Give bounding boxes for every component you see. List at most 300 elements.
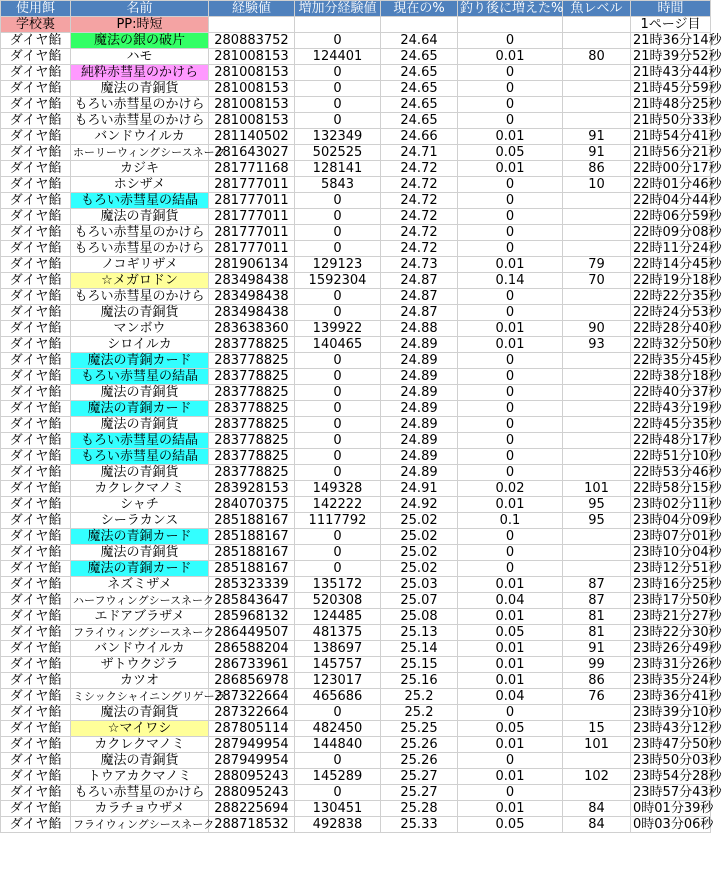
time-cell[interactable]: 22時09分08秒 <box>631 225 711 241</box>
name-cell[interactable]: フライウィングシースネーク <box>71 817 209 833</box>
inc-cell[interactable]: 0 <box>458 385 563 401</box>
time-cell[interactable]: 22時48分17秒 <box>631 433 711 449</box>
pct-cell[interactable]: 25.26 <box>381 737 458 753</box>
exp-cell[interactable]: 284070375 <box>209 497 295 513</box>
level-cell[interactable] <box>563 369 631 385</box>
gain-cell[interactable]: 0 <box>295 369 381 385</box>
level-cell[interactable] <box>563 241 631 257</box>
time-cell[interactable]: 22時19分18秒 <box>631 273 711 289</box>
bait-cell[interactable]: ダイヤ餡 <box>1 49 71 65</box>
header-cell-inc[interactable]: 釣り後に増えた% <box>458 1 563 17</box>
level-cell[interactable] <box>563 401 631 417</box>
gain-cell[interactable]: 142222 <box>295 497 381 513</box>
inc-cell[interactable]: 0.02 <box>458 481 563 497</box>
level-cell[interactable] <box>563 417 631 433</box>
bait-cell[interactable]: ダイヤ餡 <box>1 209 71 225</box>
inc-cell[interactable]: 0 <box>458 65 563 81</box>
bait-cell[interactable]: ダイヤ餡 <box>1 721 71 737</box>
pct-cell[interactable]: 25.27 <box>381 785 458 801</box>
level-cell[interactable]: 95 <box>563 513 631 529</box>
gain-cell[interactable]: 0 <box>295 417 381 433</box>
pct-cell[interactable]: 24.89 <box>381 385 458 401</box>
time-cell[interactable]: 21時54分41秒 <box>631 129 711 145</box>
name-cell[interactable]: ハモ <box>71 49 209 65</box>
name-cell[interactable]: ☆メガロドン <box>71 273 209 289</box>
exp-cell[interactable]: 281906134 <box>209 257 295 273</box>
time-cell[interactable]: 23時57分43秒 <box>631 785 711 801</box>
bait-cell[interactable]: ダイヤ餡 <box>1 529 71 545</box>
level-cell[interactable]: 101 <box>563 737 631 753</box>
inc-cell[interactable]: 0 <box>458 33 563 49</box>
gain-cell[interactable]: 140465 <box>295 337 381 353</box>
name-cell[interactable]: エドアブラザメ <box>71 609 209 625</box>
bait-cell[interactable]: ダイヤ餡 <box>1 433 71 449</box>
gain-cell[interactable]: 0 <box>295 289 381 305</box>
gain-cell[interactable]: 0 <box>295 353 381 369</box>
time-cell[interactable]: 0時03分06秒 <box>631 817 711 833</box>
name-cell[interactable]: シロイルカ <box>71 337 209 353</box>
gain-cell[interactable]: 0 <box>295 97 381 113</box>
inc-cell[interactable]: 0.04 <box>458 593 563 609</box>
level-cell[interactable]: 91 <box>563 129 631 145</box>
pp-cell[interactable]: PP:時短 <box>71 17 209 33</box>
gain-cell[interactable]: 5843 <box>295 177 381 193</box>
level-cell[interactable] <box>563 705 631 721</box>
header-cell-gain[interactable]: 増加分経験値 <box>295 1 381 17</box>
level-cell[interactable]: 70 <box>563 273 631 289</box>
pct-cell[interactable]: 24.87 <box>381 289 458 305</box>
level-cell[interactable]: 81 <box>563 625 631 641</box>
bait-cell[interactable]: ダイヤ餡 <box>1 609 71 625</box>
level-cell[interactable] <box>563 305 631 321</box>
name-cell[interactable]: 魔法の青銅貨 <box>71 465 209 481</box>
pct-cell[interactable]: 25.02 <box>381 513 458 529</box>
bait-cell[interactable]: ダイヤ餡 <box>1 657 71 673</box>
level-cell[interactable] <box>563 33 631 49</box>
time-cell[interactable]: 21時43分44秒 <box>631 65 711 81</box>
inc-cell[interactable]: 0 <box>458 785 563 801</box>
exp-cell[interactable]: 287949954 <box>209 737 295 753</box>
pct-cell[interactable]: 24.65 <box>381 81 458 97</box>
level-cell[interactable] <box>563 465 631 481</box>
inc-cell[interactable]: 0 <box>458 561 563 577</box>
pct-cell[interactable]: 24.65 <box>381 49 458 65</box>
gain-cell[interactable]: 0 <box>295 209 381 225</box>
exp-cell[interactable]: 287805114 <box>209 721 295 737</box>
exp-cell[interactable]: 283778825 <box>209 337 295 353</box>
pct-cell[interactable]: 24.89 <box>381 449 458 465</box>
bait-cell[interactable]: ダイヤ餡 <box>1 401 71 417</box>
header-cell-time[interactable]: 時間 <box>631 1 711 17</box>
time-cell[interactable]: 0時01分39秒 <box>631 801 711 817</box>
exp-cell[interactable]: 287949954 <box>209 753 295 769</box>
empty-cell[interactable] <box>381 17 458 33</box>
time-cell[interactable]: 23時16分25秒 <box>631 577 711 593</box>
level-cell[interactable] <box>563 433 631 449</box>
pct-cell[interactable]: 24.64 <box>381 33 458 49</box>
time-cell[interactable]: 23時26分49秒 <box>631 641 711 657</box>
time-cell[interactable]: 21時48分25秒 <box>631 97 711 113</box>
time-cell[interactable]: 22時00分17秒 <box>631 161 711 177</box>
exp-cell[interactable]: 283778825 <box>209 385 295 401</box>
name-cell[interactable]: もろい赤彗星の結晶 <box>71 193 209 209</box>
gain-cell[interactable]: 0 <box>295 401 381 417</box>
name-cell[interactable]: バンドウイルカ <box>71 641 209 657</box>
level-cell[interactable] <box>563 209 631 225</box>
gain-cell[interactable]: 0 <box>295 65 381 81</box>
name-cell[interactable]: 魔法の銀の破片 <box>71 33 209 49</box>
pct-cell[interactable]: 25.02 <box>381 545 458 561</box>
gain-cell[interactable]: 145289 <box>295 769 381 785</box>
inc-cell[interactable]: 0 <box>458 225 563 241</box>
inc-cell[interactable]: 0.14 <box>458 273 563 289</box>
pct-cell[interactable]: 24.72 <box>381 161 458 177</box>
inc-cell[interactable]: 0.05 <box>458 625 563 641</box>
time-cell[interactable]: 22時32分50秒 <box>631 337 711 353</box>
level-cell[interactable] <box>563 225 631 241</box>
time-cell[interactable]: 23時17分50秒 <box>631 593 711 609</box>
name-cell[interactable]: ハーフウィングシースネーク <box>71 593 209 609</box>
bait-cell[interactable]: ダイヤ餡 <box>1 801 71 817</box>
bait-cell[interactable]: ダイヤ餡 <box>1 417 71 433</box>
exp-cell[interactable]: 281777011 <box>209 241 295 257</box>
pct-cell[interactable]: 25.13 <box>381 625 458 641</box>
level-cell[interactable]: 87 <box>563 577 631 593</box>
bait-cell[interactable]: ダイヤ餡 <box>1 465 71 481</box>
gain-cell[interactable]: 0 <box>295 705 381 721</box>
exp-cell[interactable]: 283778825 <box>209 353 295 369</box>
exp-cell[interactable]: 283498438 <box>209 273 295 289</box>
bait-cell[interactable]: ダイヤ餡 <box>1 673 71 689</box>
level-cell[interactable]: 86 <box>563 673 631 689</box>
time-cell[interactable]: 23時04分09秒 <box>631 513 711 529</box>
pct-cell[interactable]: 25.02 <box>381 561 458 577</box>
gain-cell[interactable]: 135172 <box>295 577 381 593</box>
time-cell[interactable]: 23時10分04秒 <box>631 545 711 561</box>
bait-cell[interactable]: ダイヤ餡 <box>1 273 71 289</box>
inc-cell[interactable]: 0 <box>458 433 563 449</box>
name-cell[interactable]: ☆マイワシ <box>71 721 209 737</box>
bait-cell[interactable]: ダイヤ餡 <box>1 129 71 145</box>
pct-cell[interactable]: 25.14 <box>381 641 458 657</box>
name-cell[interactable]: 純粋赤彗星のかけら <box>71 65 209 81</box>
pct-cell[interactable]: 25.26 <box>381 753 458 769</box>
gain-cell[interactable]: 0 <box>295 753 381 769</box>
inc-cell[interactable]: 0.01 <box>458 769 563 785</box>
name-cell[interactable]: カクレクマノミ <box>71 737 209 753</box>
time-cell[interactable]: 23時36分41秒 <box>631 689 711 705</box>
gain-cell[interactable]: 0 <box>295 785 381 801</box>
exp-cell[interactable]: 285188167 <box>209 545 295 561</box>
exp-cell[interactable]: 281008153 <box>209 49 295 65</box>
bait-cell[interactable]: ダイヤ餡 <box>1 449 71 465</box>
time-cell[interactable]: 23時50分03秒 <box>631 753 711 769</box>
exp-cell[interactable]: 286588204 <box>209 641 295 657</box>
level-cell[interactable] <box>563 353 631 369</box>
bait-cell[interactable]: ダイヤ餡 <box>1 305 71 321</box>
gain-cell[interactable]: 124401 <box>295 49 381 65</box>
time-cell[interactable]: 21時36分14秒 <box>631 33 711 49</box>
name-cell[interactable]: ホーリーウィングシースネーク <box>71 145 209 161</box>
gain-cell[interactable]: 0 <box>295 433 381 449</box>
level-cell[interactable]: 102 <box>563 769 631 785</box>
gain-cell[interactable]: 123017 <box>295 673 381 689</box>
pct-cell[interactable]: 24.72 <box>381 177 458 193</box>
level-cell[interactable]: 90 <box>563 321 631 337</box>
exp-cell[interactable]: 281008153 <box>209 113 295 129</box>
bait-cell[interactable]: ダイヤ餡 <box>1 177 71 193</box>
pct-cell[interactable]: 25.03 <box>381 577 458 593</box>
inc-cell[interactable]: 0.01 <box>458 161 563 177</box>
inc-cell[interactable]: 0.01 <box>458 321 563 337</box>
inc-cell[interactable]: 0 <box>458 401 563 417</box>
bait-cell[interactable]: ダイヤ餡 <box>1 289 71 305</box>
pct-cell[interactable]: 24.72 <box>381 225 458 241</box>
time-cell[interactable]: 23時12分51秒 <box>631 561 711 577</box>
bait-cell[interactable]: ダイヤ餡 <box>1 353 71 369</box>
empty-cell[interactable] <box>458 17 563 33</box>
inc-cell[interactable]: 0 <box>458 369 563 385</box>
gain-cell[interactable]: 0 <box>295 225 381 241</box>
bait-cell[interactable]: ダイヤ餡 <box>1 625 71 641</box>
name-cell[interactable]: フライウィングシースネーク <box>71 625 209 641</box>
inc-cell[interactable]: 0 <box>458 305 563 321</box>
level-cell[interactable] <box>563 97 631 113</box>
gain-cell[interactable]: 129123 <box>295 257 381 273</box>
exp-cell[interactable]: 281777011 <box>209 209 295 225</box>
bait-cell[interactable]: ダイヤ餡 <box>1 513 71 529</box>
bait-cell[interactable]: ダイヤ餡 <box>1 257 71 273</box>
exp-cell[interactable]: 288718532 <box>209 817 295 833</box>
gain-cell[interactable]: 0 <box>295 465 381 481</box>
exp-cell[interactable]: 286449507 <box>209 625 295 641</box>
name-cell[interactable]: 魔法の青銅貨 <box>71 545 209 561</box>
name-cell[interactable]: 魔法の青銅カード <box>71 401 209 417</box>
pct-cell[interactable]: 24.66 <box>381 129 458 145</box>
bait-cell[interactable]: ダイヤ餡 <box>1 321 71 337</box>
bait-cell[interactable]: ダイヤ餡 <box>1 241 71 257</box>
gain-cell[interactable]: 149328 <box>295 481 381 497</box>
inc-cell[interactable]: 0 <box>458 209 563 225</box>
name-cell[interactable]: カジキ <box>71 161 209 177</box>
pct-cell[interactable]: 25.27 <box>381 769 458 785</box>
pct-cell[interactable]: 24.89 <box>381 401 458 417</box>
gain-cell[interactable]: 132349 <box>295 129 381 145</box>
name-cell[interactable]: ネズミザメ <box>71 577 209 593</box>
pct-cell[interactable]: 24.87 <box>381 305 458 321</box>
pct-cell[interactable]: 25.25 <box>381 721 458 737</box>
inc-cell[interactable]: 0.01 <box>458 337 563 353</box>
time-cell[interactable]: 23時22分30秒 <box>631 625 711 641</box>
bait-cell[interactable]: ダイヤ餡 <box>1 689 71 705</box>
exp-cell[interactable]: 283778825 <box>209 465 295 481</box>
name-cell[interactable]: ホシザメ <box>71 177 209 193</box>
inc-cell[interactable]: 0.01 <box>458 657 563 673</box>
time-cell[interactable]: 23時21分27秒 <box>631 609 711 625</box>
bait-cell[interactable]: ダイヤ餡 <box>1 337 71 353</box>
name-cell[interactable]: 魔法の青銅貨 <box>71 753 209 769</box>
inc-cell[interactable]: 0 <box>458 529 563 545</box>
bait-cell[interactable]: ダイヤ餡 <box>1 33 71 49</box>
pct-cell[interactable]: 25.15 <box>381 657 458 673</box>
time-cell[interactable]: 22時14分45秒 <box>631 257 711 273</box>
gain-cell[interactable]: 465686 <box>295 689 381 705</box>
exp-cell[interactable]: 285188167 <box>209 561 295 577</box>
exp-cell[interactable]: 286856978 <box>209 673 295 689</box>
level-cell[interactable]: 95 <box>563 497 631 513</box>
inc-cell[interactable]: 0 <box>458 177 563 193</box>
pct-cell[interactable]: 25.33 <box>381 817 458 833</box>
pct-cell[interactable]: 24.89 <box>381 465 458 481</box>
time-cell[interactable]: 22時53分46秒 <box>631 465 711 481</box>
name-cell[interactable]: 魔法の青銅貨 <box>71 417 209 433</box>
time-cell[interactable]: 23時54分28秒 <box>631 769 711 785</box>
time-cell[interactable]: 22時40分37秒 <box>631 385 711 401</box>
name-cell[interactable]: カツオ <box>71 673 209 689</box>
exp-cell[interactable]: 283778825 <box>209 449 295 465</box>
gain-cell[interactable]: 482450 <box>295 721 381 737</box>
bait-cell[interactable]: ダイヤ餡 <box>1 113 71 129</box>
name-cell[interactable]: バンドウイルカ <box>71 129 209 145</box>
gain-cell[interactable]: 0 <box>295 305 381 321</box>
pct-cell[interactable]: 25.2 <box>381 689 458 705</box>
level-cell[interactable]: 10 <box>563 177 631 193</box>
bait-cell[interactable]: ダイヤ餡 <box>1 769 71 785</box>
name-cell[interactable]: もろい赤彗星のかけら <box>71 225 209 241</box>
time-cell[interactable]: 23時47分50秒 <box>631 737 711 753</box>
exp-cell[interactable]: 281771168 <box>209 161 295 177</box>
exp-cell[interactable]: 288225694 <box>209 801 295 817</box>
name-cell[interactable]: シャチ <box>71 497 209 513</box>
bait-cell[interactable]: ダイヤ餡 <box>1 97 71 113</box>
level-cell[interactable] <box>563 545 631 561</box>
name-cell[interactable]: もろい赤彗星のかけら <box>71 241 209 257</box>
exp-cell[interactable]: 285188167 <box>209 529 295 545</box>
inc-cell[interactable]: 0.01 <box>458 673 563 689</box>
gain-cell[interactable]: 0 <box>295 449 381 465</box>
exp-cell[interactable]: 285843647 <box>209 593 295 609</box>
time-cell[interactable]: 23時31分26秒 <box>631 657 711 673</box>
header-cell-bait[interactable]: 使用餌 <box>1 1 71 17</box>
level-cell[interactable] <box>563 753 631 769</box>
pct-cell[interactable]: 25.07 <box>381 593 458 609</box>
level-cell[interactable] <box>563 289 631 305</box>
time-cell[interactable]: 22時28分40秒 <box>631 321 711 337</box>
inc-cell[interactable]: 0 <box>458 241 563 257</box>
pct-cell[interactable]: 24.65 <box>381 97 458 113</box>
inc-cell[interactable]: 0.01 <box>458 49 563 65</box>
time-cell[interactable]: 23時02分11秒 <box>631 497 711 513</box>
gain-cell[interactable]: 520308 <box>295 593 381 609</box>
pct-cell[interactable]: 24.89 <box>381 369 458 385</box>
level-cell[interactable]: 86 <box>563 161 631 177</box>
exp-cell[interactable]: 280883752 <box>209 33 295 49</box>
pct-cell[interactable]: 25.02 <box>381 529 458 545</box>
pct-cell[interactable]: 24.89 <box>381 353 458 369</box>
name-cell[interactable]: ザトウクジラ <box>71 657 209 673</box>
time-cell[interactable]: 23時39分10秒 <box>631 705 711 721</box>
inc-cell[interactable]: 0 <box>458 81 563 97</box>
exp-cell[interactable]: 281008153 <box>209 65 295 81</box>
exp-cell[interactable]: 286733961 <box>209 657 295 673</box>
name-cell[interactable]: カラチョウザメ <box>71 801 209 817</box>
exp-cell[interactable]: 288095243 <box>209 785 295 801</box>
inc-cell[interactable]: 0 <box>458 449 563 465</box>
inc-cell[interactable]: 0 <box>458 289 563 305</box>
time-cell[interactable]: 22時04分44秒 <box>631 193 711 209</box>
pct-cell[interactable]: 24.72 <box>381 241 458 257</box>
gain-cell[interactable]: 492838 <box>295 817 381 833</box>
name-cell[interactable]: もろい赤彗星のかけら <box>71 785 209 801</box>
gain-cell[interactable]: 124485 <box>295 609 381 625</box>
name-cell[interactable]: もろい赤彗星のかけら <box>71 113 209 129</box>
inc-cell[interactable]: 0.1 <box>458 513 563 529</box>
pct-cell[interactable]: 24.72 <box>381 209 458 225</box>
bait-cell[interactable]: ダイヤ餡 <box>1 481 71 497</box>
level-cell[interactable]: 84 <box>563 801 631 817</box>
bait-cell[interactable]: ダイヤ餡 <box>1 545 71 561</box>
name-cell[interactable]: 魔法の青銅貨 <box>71 305 209 321</box>
exp-cell[interactable]: 283778825 <box>209 417 295 433</box>
bait-cell[interactable]: ダイヤ餡 <box>1 369 71 385</box>
inc-cell[interactable]: 0 <box>458 417 563 433</box>
time-cell[interactable]: 22時06分59秒 <box>631 209 711 225</box>
level-cell[interactable]: 93 <box>563 337 631 353</box>
gain-cell[interactable]: 128141 <box>295 161 381 177</box>
bait-cell[interactable]: ダイヤ餡 <box>1 705 71 721</box>
gain-cell[interactable]: 0 <box>295 529 381 545</box>
inc-cell[interactable]: 0.04 <box>458 689 563 705</box>
name-cell[interactable]: 魔法の青銅貨 <box>71 81 209 97</box>
name-cell[interactable]: 魔法の青銅カード <box>71 529 209 545</box>
time-cell[interactable]: 22時51分10秒 <box>631 449 711 465</box>
time-cell[interactable]: 23時07分01秒 <box>631 529 711 545</box>
bait-cell[interactable]: ダイヤ餡 <box>1 593 71 609</box>
pct-cell[interactable]: 24.65 <box>381 65 458 81</box>
gain-cell[interactable]: 1117792 <box>295 513 381 529</box>
time-cell[interactable]: 21時45分59秒 <box>631 81 711 97</box>
time-cell[interactable]: 22時01分46秒 <box>631 177 711 193</box>
level-cell[interactable]: 84 <box>563 817 631 833</box>
location-cell[interactable]: 学校裏 <box>1 17 71 33</box>
level-cell[interactable] <box>563 193 631 209</box>
gain-cell[interactable]: 0 <box>295 385 381 401</box>
pct-cell[interactable]: 25.16 <box>381 673 458 689</box>
level-cell[interactable]: 15 <box>563 721 631 737</box>
exp-cell[interactable]: 283778825 <box>209 369 295 385</box>
name-cell[interactable]: 魔法の青銅貨 <box>71 385 209 401</box>
name-cell[interactable]: ミシックシャイニングリゲーラ <box>71 689 209 705</box>
gain-cell[interactable]: 0 <box>295 561 381 577</box>
name-cell[interactable]: トウアカクマノミ <box>71 769 209 785</box>
time-cell[interactable]: 22時38分18秒 <box>631 369 711 385</box>
pct-cell[interactable]: 24.65 <box>381 113 458 129</box>
inc-cell[interactable]: 0.01 <box>458 577 563 593</box>
level-cell[interactable]: 79 <box>563 257 631 273</box>
gain-cell[interactable]: 502525 <box>295 145 381 161</box>
inc-cell[interactable]: 0.05 <box>458 817 563 833</box>
inc-cell[interactable]: 0 <box>458 193 563 209</box>
level-cell[interactable] <box>563 65 631 81</box>
pct-cell[interactable]: 24.72 <box>381 193 458 209</box>
pct-cell[interactable]: 25.08 <box>381 609 458 625</box>
name-cell[interactable]: もろい赤彗星のかけら <box>71 289 209 305</box>
level-cell[interactable]: 76 <box>563 689 631 705</box>
inc-cell[interactable]: 0 <box>458 545 563 561</box>
pct-cell[interactable]: 24.89 <box>381 337 458 353</box>
exp-cell[interactable]: 285968132 <box>209 609 295 625</box>
gain-cell[interactable]: 144840 <box>295 737 381 753</box>
